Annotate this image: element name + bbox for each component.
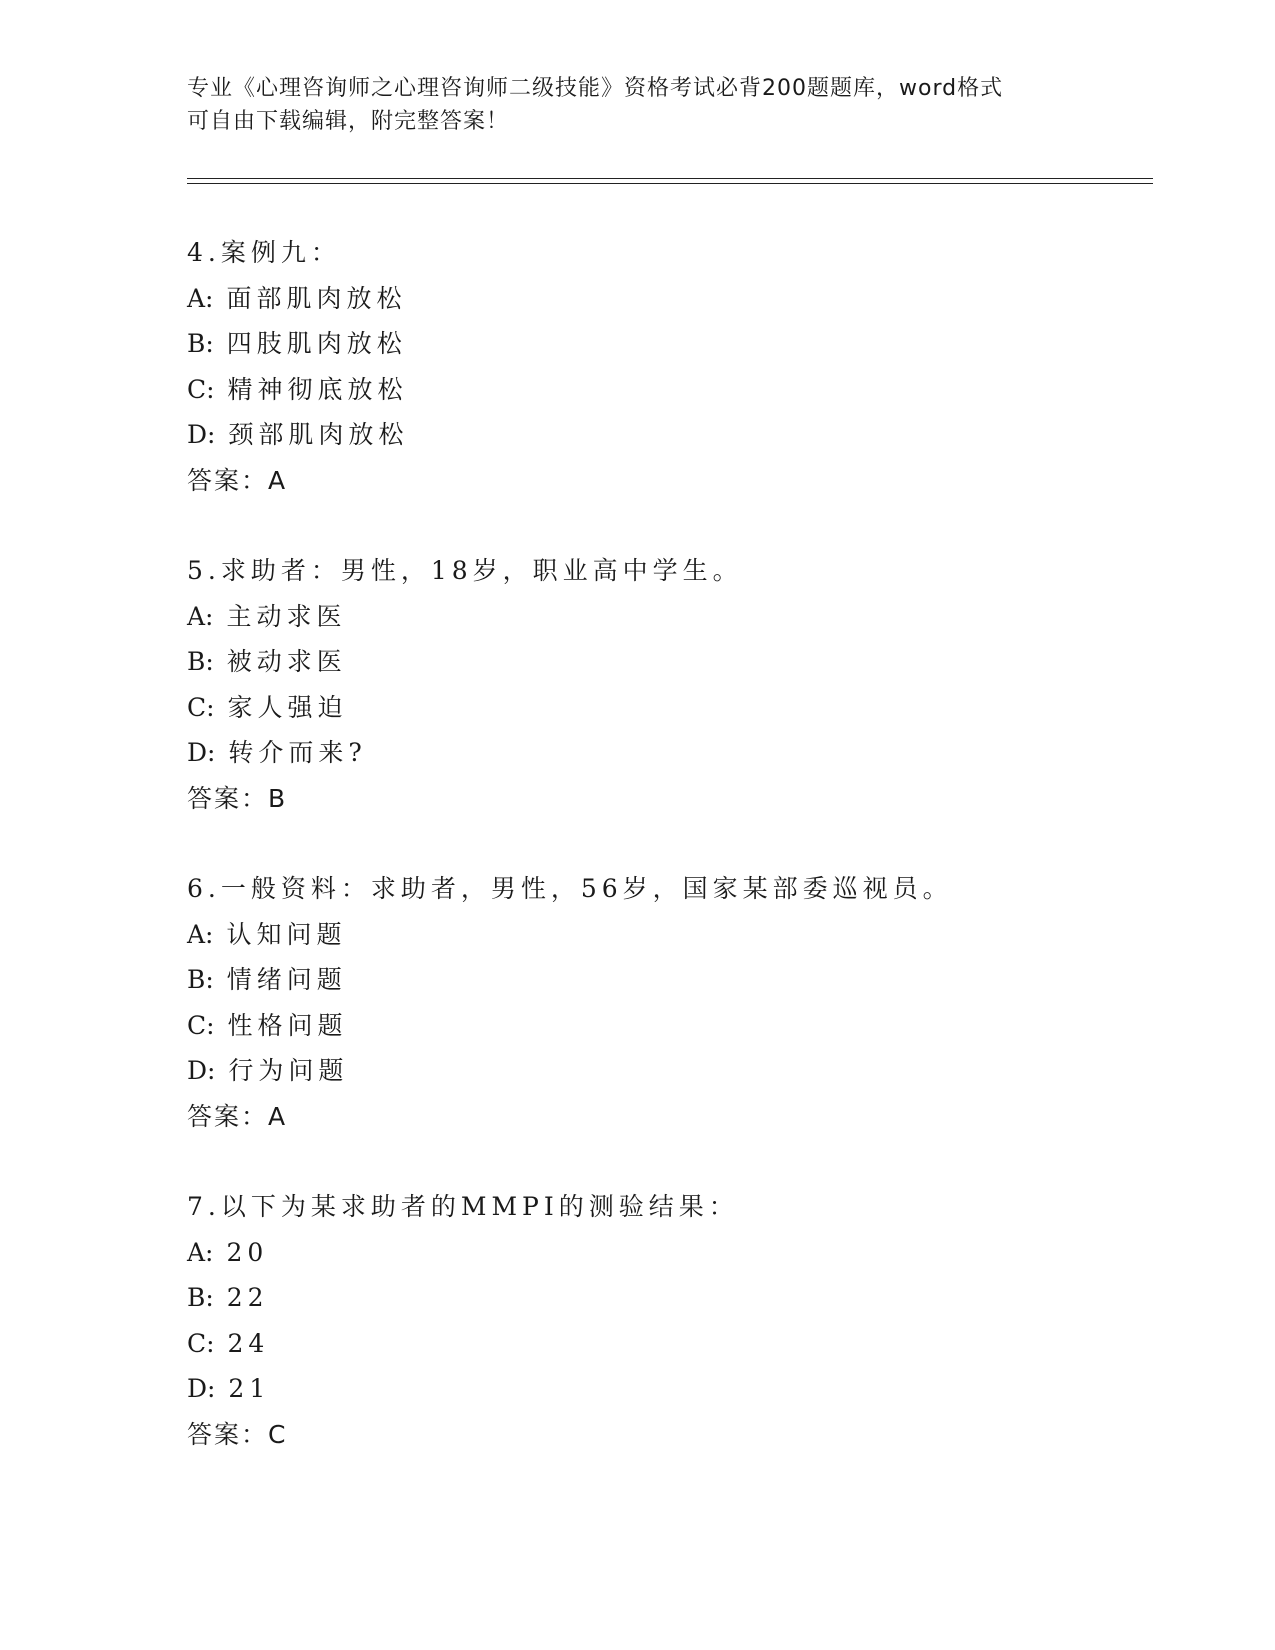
question-stem: 7.以下为某求助者的MMPI的测验结果： — [187, 1192, 739, 1221]
option-label: C: — [187, 692, 215, 722]
option-text: 行为问题 — [228, 1056, 349, 1085]
option-d — [187, 412, 1167, 458]
option-label: D: — [187, 1056, 216, 1085]
option-b — [187, 957, 1167, 1003]
option-label: D: — [187, 1374, 216, 1403]
option-label: A: — [187, 1237, 214, 1267]
option-b — [187, 1275, 1167, 1321]
option-label: C: — [187, 1328, 215, 1358]
question-6 — [187, 866, 1167, 1139]
option-d — [187, 730, 1167, 776]
option-a — [187, 912, 1167, 958]
question-4 — [187, 230, 1167, 503]
option-c — [187, 367, 1167, 413]
option-text: 主动求医 — [226, 601, 347, 631]
option-b — [187, 321, 1167, 367]
option-label: A: — [187, 919, 214, 949]
option-text: 家人强迫 — [227, 692, 348, 722]
option-text: 颈部肌肉放松 — [228, 420, 409, 449]
option-label: B: — [187, 647, 214, 676]
question-stem: 4.案例九： — [187, 238, 341, 267]
question-stem: 6.一般资料：求助者，男性，56岁，国家某部委巡视员。 — [187, 874, 953, 903]
option-text: 21 — [228, 1374, 271, 1403]
option-label: B: — [187, 329, 214, 358]
option-c — [187, 685, 1167, 731]
option-text: 被动求医 — [226, 647, 347, 676]
option-text: 面部肌肉放松 — [226, 283, 407, 313]
answer-line: 答案：A — [187, 1101, 288, 1131]
option-text: 22 — [226, 1283, 269, 1312]
option-text: 20 — [226, 1237, 269, 1267]
option-b — [187, 639, 1167, 685]
option-text: 精神彻底放松 — [227, 374, 408, 404]
option-a — [187, 594, 1167, 640]
answer-line: 答案：A — [187, 465, 288, 495]
option-d — [187, 1048, 1167, 1094]
option-a — [187, 276, 1167, 322]
question-stem: 5.求助者：男性，18岁，职业高中学生。 — [187, 556, 743, 585]
option-text: 24 — [227, 1328, 270, 1358]
option-text: 四肢肌肉放松 — [226, 329, 407, 358]
option-a — [187, 1230, 1167, 1276]
option-label: D: — [187, 738, 216, 767]
header-line-2: 可自由下载编辑，附完整答案！ — [187, 109, 510, 134]
option-c — [187, 1321, 1167, 1367]
header-divider-bottom — [187, 183, 1153, 184]
option-text: 性格问题 — [227, 1010, 348, 1040]
header-line-1: 专业《心理咨询师之心理咨询师二级技能》资格考试必背200题题库，word格式 — [187, 76, 1004, 101]
option-label: C: — [187, 374, 215, 404]
answer-line: 答案：B — [187, 783, 288, 813]
option-c — [187, 1003, 1167, 1049]
question-7 — [187, 1184, 1167, 1457]
option-label: A: — [187, 601, 214, 631]
option-text: 转介而来? — [228, 738, 367, 767]
document-header — [187, 72, 1087, 138]
option-label: B: — [187, 965, 214, 994]
answer-line: 答案：C — [187, 1419, 288, 1449]
option-label: C: — [187, 1010, 215, 1040]
option-text: 认知问题 — [226, 919, 347, 949]
option-label: A: — [187, 283, 214, 313]
header-divider-top — [187, 178, 1153, 179]
option-d — [187, 1366, 1167, 1412]
option-label: B: — [187, 1283, 214, 1312]
option-label: D: — [187, 420, 216, 449]
question-5 — [187, 548, 1167, 821]
option-text: 情绪问题 — [226, 965, 347, 994]
